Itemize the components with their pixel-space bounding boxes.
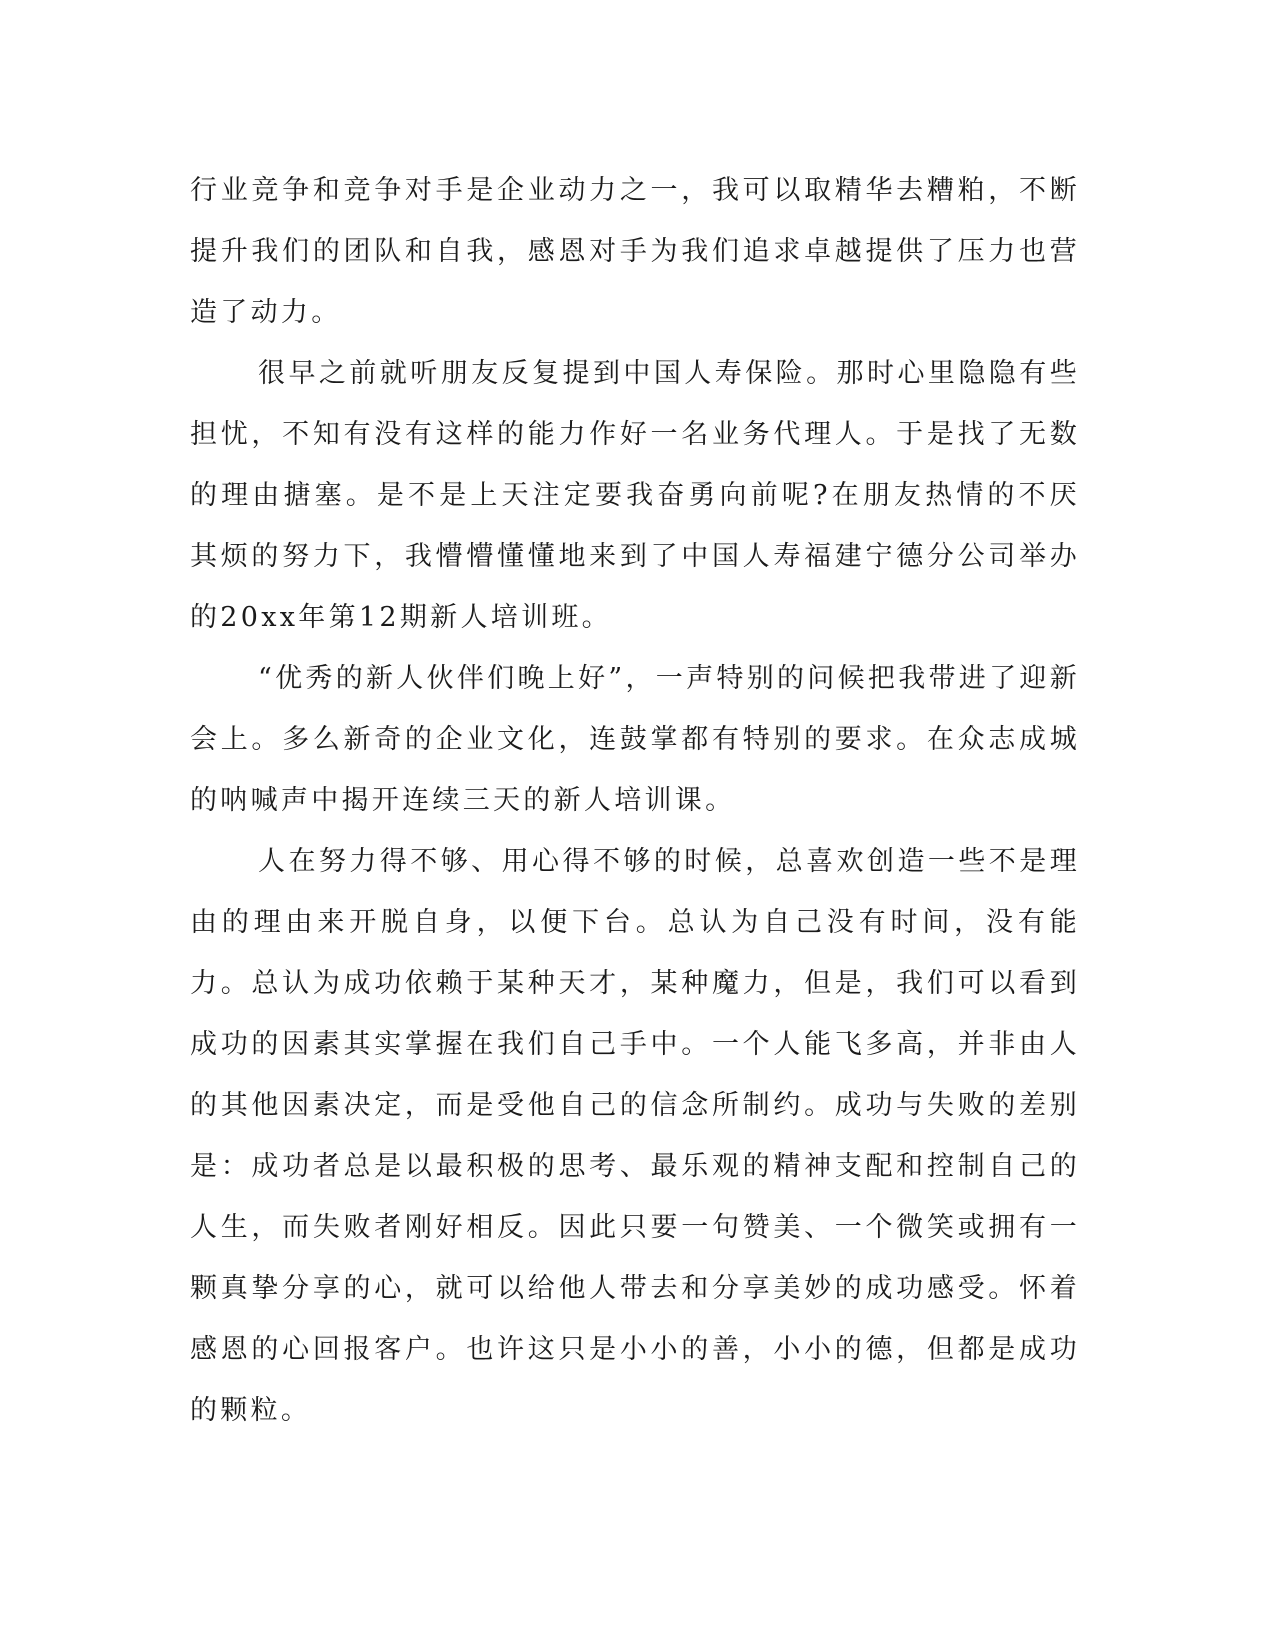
paragraph-joining-training: 很早之前就听朋友反复提到中国人寿保险。那时心里隐隐有些担忧，不知有没有这样的能力作好一名业务代理人。于是找了无数的理由搪塞。是不是上天注定要我奋勇向前呢?在朋友热情的不厌其烦的努力下，我懵懵懂懂地来到了中国人寿福建宁德分公司举办的20xx年第12期新人培训班。: [190, 358, 1080, 633]
document-body: [190, 160, 1080, 1441]
paragraph-success-reflection: 人在努力得不够、用心得不够的时候，总喜欢创造一些不是理由的理由来开脱自身，以便下台。总认为自己没有时间，没有能力。总认为成功依赖于某种天才，某种魔力，但是，我们可以看到成功的因素其实掌握在我们自己手中。一个人能飞多高，并非由人的其他因素决定，而是受他自己的信念所制约。成功与失败的差别是：成功者总是以最积极的思考、最乐观的精神支配和控制自己的人生，而失败者刚好相反。因此只要一句赞美、一个微笑或拥有一颗真挚分享的心，就可以给他人带去和分享美妙的成功感受。怀着感恩的心回报客户。也许这只是小小的善，小小的德，但都是成功的颗粒。: [190, 846, 1080, 1426]
paragraph-welcome-meeting: “优秀的新人伙伴们晚上好”，一声特别的问候把我带进了迎新会上。多么新奇的企业文化，连鼓掌都有特别的要求。在众志成城的呐喊声中揭开连续三天的新人培训课。: [190, 663, 1081, 816]
paragraph-competition: 行业竞争和竞争对手是企业动力之一，我可以取精华去糟粕，不断提升我们的团队和自我，感恩对手为我们追求卓越提供了压力也营造了动力。: [190, 175, 1080, 328]
